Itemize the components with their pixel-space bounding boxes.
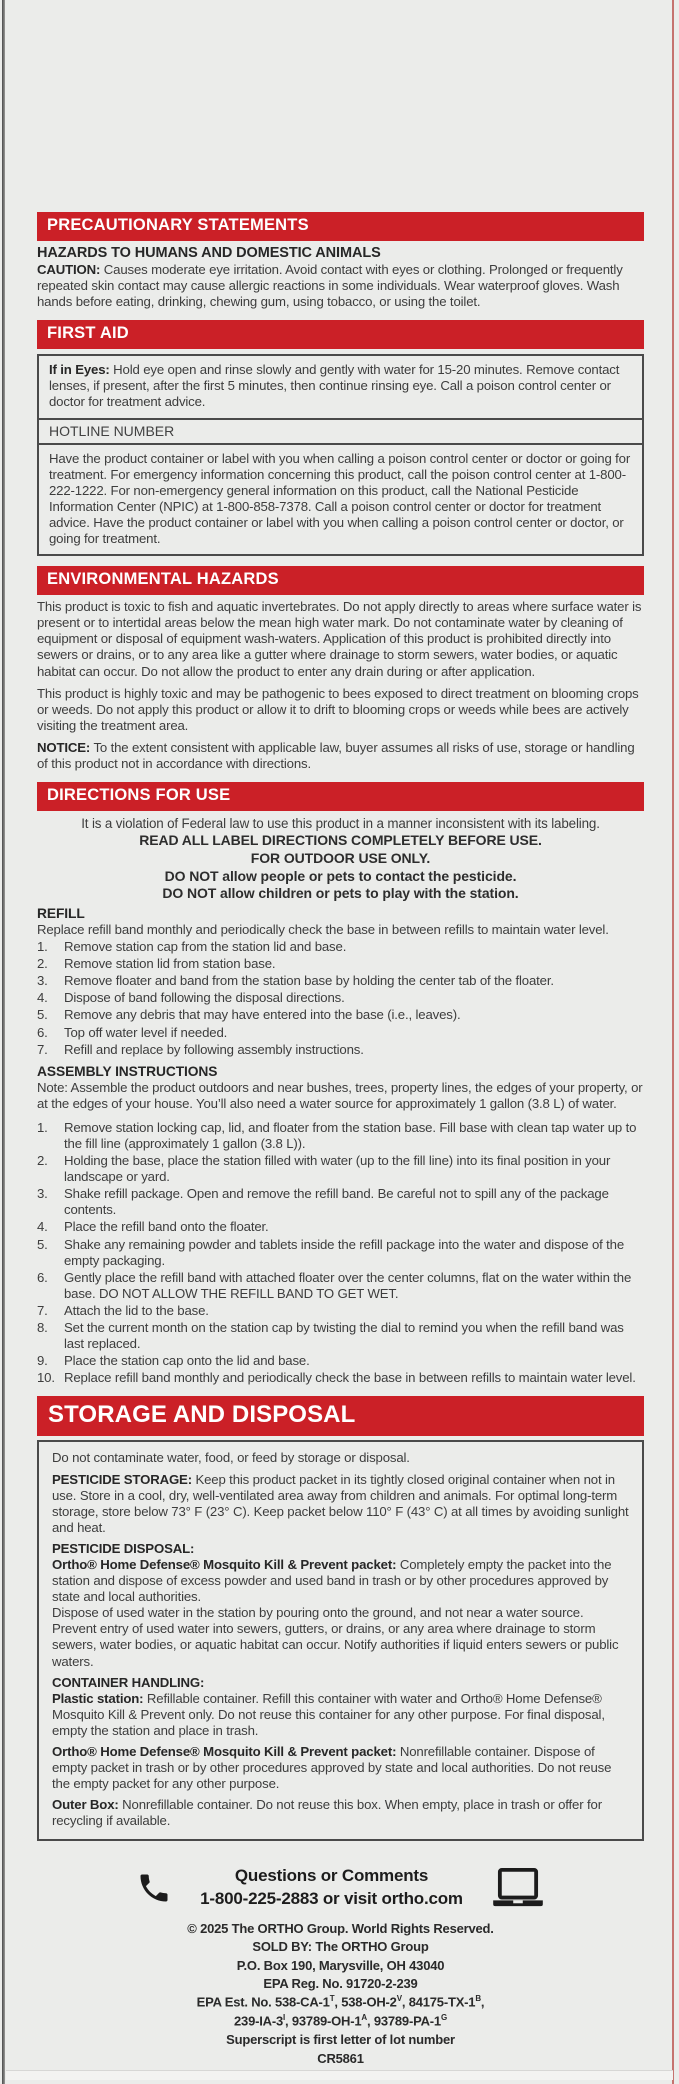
phone-icon bbox=[136, 1870, 172, 1906]
assembly-step: 10. Replace refill band monthly and periodically check the base in between refills to maintain water level. bbox=[37, 1370, 636, 1386]
storage-box bbox=[37, 1440, 644, 1841]
directive-line: DO NOT allow people or pets to contact the pesticide. bbox=[164, 867, 517, 884]
section-header-directions: DIRECTIONS FOR USE bbox=[37, 782, 644, 811]
epa-reg-line: EPA Reg. No. 91720-2-239 bbox=[263, 1976, 418, 1992]
refill-step: 7. Refill and replace by following assembly instructions. bbox=[37, 1041, 364, 1057]
contact-line-1: Questions or Comments bbox=[234, 1866, 429, 1886]
section-header-precautionary: PRECAUTIONARY STATEMENTS bbox=[37, 212, 644, 241]
refill-step: 1. Remove station cap from the station lid and base. bbox=[37, 939, 347, 955]
directive-line: FOR OUTDOOR USE ONLY. bbox=[250, 850, 431, 867]
refill-step: 4. Dispose of band following the disposal directions. bbox=[37, 990, 345, 1006]
environmental-paragraph-1: This product is toxic to fish and aquatic invertebrates. Do not apply directly to areas where surface water is present or to intertidal areas below the mean high water mark. Do not contaminate water by cleaning of equipment or disposal of equipment wash-waters. Application of this product is prohibited directly into sewers or drains, or to any area like a gutter where drainage to storm sewers, water bodies, or aquatic habitat can occur. Do not allow the product to enter any drain during or after application. bbox=[37, 599, 642, 679]
refill-step: 5. Remove any debris that may have entered into the base (i.e., leaves). bbox=[37, 1007, 461, 1023]
footer-block bbox=[37, 1920, 644, 2068]
caution-label: CAUTION: bbox=[37, 262, 101, 277]
assembly-step: 9. Place the station cap onto the lid and base. bbox=[37, 1353, 310, 1369]
storage-paragraph: Ortho® Home Defense® Mosquito Kill & Prevent packet: Nonrefillable container. Dispose of empty packet in trash or by other procedures approved by state and local authorities. Do not reuse the empty packet for any other purpose. bbox=[52, 1744, 612, 1792]
panel-bottom-edge bbox=[6, 2070, 673, 2080]
assembly-step: 5. Shake any remaining powder and tablets inside the refill package into the water and dispose of the empty packaging. bbox=[37, 1236, 625, 1268]
section-header-storage: STORAGE AND DISPOSAL bbox=[37, 1396, 644, 1436]
storage-paragraph: Plastic station: Refillable container. Refill this container with water and Ortho® Home Defense® Mosquito Kill & Prevent only. Do not reuse this container for any other purpose. For final disposal, empty the station and place in trash. bbox=[52, 1690, 605, 1738]
directive-line: DO NOT allow children or pets to play with the station. bbox=[162, 885, 519, 902]
storage-paragraph: CONTAINER HANDLING: bbox=[52, 1674, 205, 1690]
notice-label: NOTICE: bbox=[37, 739, 91, 755]
first-aid-eyes-row bbox=[39, 356, 642, 419]
storage-paragraph: PESTICIDE DISPOSAL: bbox=[52, 1540, 195, 1556]
hazards-subheader: HAZARDS TO HUMANS AND DOMESTIC ANIMALS bbox=[37, 245, 381, 261]
address-line: P.O. Box 190, Marysville, OH 43040 bbox=[236, 1957, 445, 1973]
refill-steps-list bbox=[37, 939, 644, 1058]
assembly-step: 4. Place the refill band onto the floater. bbox=[37, 1219, 269, 1235]
notice-text: To the extent consistent with applicable law, buyer assumes all risks of use, storage or handling of this product not in accordance with directions. bbox=[37, 739, 635, 771]
refill-step: 2. Remove station lid from station base. bbox=[37, 956, 276, 972]
contact-line-2: 1-800-225-2883 or visit ortho.com bbox=[200, 1888, 463, 1908]
contact-block bbox=[37, 1865, 644, 1909]
notice-paragraph bbox=[37, 740, 644, 772]
storage-intro: Do not contaminate water, food, or feed by storage or disposal. bbox=[52, 1450, 410, 1466]
refill-step: 6. Top off water level if needed. bbox=[37, 1024, 228, 1040]
violation-line: It is a violation of Federal law to use this product in a manner inconsistent with its labeling. bbox=[81, 816, 600, 832]
label-content bbox=[37, 212, 644, 2068]
caution-paragraph bbox=[37, 262, 644, 310]
copyright-line: © 2025 The ORTHO Group. World Rights Reserved. bbox=[187, 1920, 494, 1936]
environmental-paragraph-2: This product is highly toxic and may be pathogenic to bees exposed to direct treatment on blooming crops or weeds. Do not apply this product or allow it to drift to blooming crops or weeds while bees are actively visiting the treatment area. bbox=[37, 685, 639, 733]
assembly-title: ASSEMBLY INSTRUCTIONS bbox=[37, 1063, 218, 1079]
assembly-steps-list bbox=[37, 1120, 644, 1387]
assembly-step: 8. Set the current month on the station cap by twisting the dial to remind you when the refill band was last replaced. bbox=[37, 1320, 624, 1352]
assembly-step: 2. Holding the base, place the station filled with water (up to the fill line) into its final position in your landscape or yard. bbox=[37, 1153, 611, 1185]
hotline-paragraph-row: Have the product container or label with you when calling a poison control center or doctor or going for treatment. For emergency information concerning this product, call the poison control center at 1-800-222-1222. For non-emergency general information on this product, call the National Pesticide Information Center (NPIC) at 1-800-858-7378. Call a poison control center or doctor for treatment advice. Have the product container or label with you when calling a poison control center or doctor, or going for treatment. bbox=[49, 450, 631, 547]
superscript-note-line: Superscript is first letter of lot number bbox=[226, 2032, 455, 2048]
laptop-icon bbox=[491, 1867, 545, 1909]
section-header-first-aid: FIRST AID bbox=[37, 320, 644, 349]
lot-code-line: CR5861 bbox=[317, 2050, 364, 2066]
section-header-environmental: ENVIRONMENTAL HAZARDS bbox=[37, 566, 644, 595]
epa-est-line-2: $239-IA-3^I$, $93789-OH-1^A$, $93789-PA-1^G$ bbox=[234, 2013, 447, 2029]
if-in-eyes-label: If in Eyes: bbox=[49, 362, 110, 378]
storage-paragraph: Dispose of used water in the station by pouring onto the ground, and not near a water source. Prevent entry of used water into sewers, gutters, or drains, or any area where drainage to storm sewers, water bodies, or aquatic habitat can occur. Notify authorities if liquid enters sewers or public waters. bbox=[52, 1605, 619, 1669]
assembly-step: 6. Gently place the refill band with attached floater over the center columns, flat on the water within the base. DO NOT ALLOW THE REFILL BAND TO GET WET. bbox=[37, 1269, 632, 1301]
if-in-eyes-text: Hold eye open and rinse slowly and gently with water for 15-20 minutes. Remove contact lenses, if present, after the first 5 minutes, then continue rinsing eye. Call a poison control center or doctor for treatment advice. bbox=[49, 362, 620, 410]
caution-text: Causes moderate eye irritation. Avoid contact with eyes or clothing. Prolonged or frequently repeated skin contact may cause allergic reactions in some individuals. Wear waterproof gloves. Wash hands before eating, drinking, chewing gum, using tobacco, or using the toilet. bbox=[37, 262, 623, 310]
assembly-step: 7. Attach the lid to the base. bbox=[37, 1302, 209, 1318]
assembly-note: Note: Assemble the product outdoors and near bushes, trees, property lines, the edges of your property, or at the edges of your house. You’ll also need a water source for approximately 1 gallon (3.8 L) of water. bbox=[37, 1079, 643, 1111]
directive-line: READ ALL LABEL DIRECTIONS COMPLETELY BEFORE USE. bbox=[139, 832, 542, 849]
assembly-step: 1. Remove station locking cap, lid, and floater from the station base. Fill base with clean tap water up to the fill line (approximately 1 gallon (3.8 L)). bbox=[37, 1119, 637, 1152]
epa-est-line-1: EPA Est. No. $538-CA-1^T$, $538-OH-2^V$, $84175-TX-1^B$, bbox=[196, 1994, 485, 2010]
first-aid-table bbox=[37, 354, 644, 556]
panel-right-edge bbox=[672, 0, 674, 2084]
refill-step: 3. Remove floater and band from the station base by holding the center tab of the floater. bbox=[37, 973, 554, 989]
assembly-step: 3. Shake refill package. Open and remove the refill band. Be careful not to spill any of the package contents. bbox=[37, 1186, 609, 1218]
contact-text bbox=[200, 1865, 463, 1909]
refill-title: REFILL bbox=[37, 905, 85, 921]
sold-by-line: SOLD BY: The ORTHO Group bbox=[252, 1939, 429, 1955]
storage-paragraph: Outer Box: Nonrefillable container. Do not reuse this box. When empty, place in trash or offer for recycling if available. bbox=[52, 1797, 602, 1829]
storage-paragraph: Ortho® Home Defense® Mosquito Kill & Prevent packet: Completely empty the packet into the station and dispose of excess powder and used band in trash or by other procedures approved by state and local authorities. bbox=[52, 1556, 612, 1605]
storage-paragraph: PESTICIDE STORAGE: Keep this product packet in its tightly closed original container when not in use. Store in a cool, dry, well-ventilated area away from children and animals. For optimal long-term storage, store below 73° F (23° C). Keep packet below 110° F (43° C) at all times by avoiding sunlight and heat. bbox=[52, 1471, 629, 1535]
panel-left-edge bbox=[2, 0, 5, 2084]
hotline-number-row: HOTLINE NUMBER bbox=[39, 420, 642, 445]
refill-intro: Replace refill band monthly and periodically check the base in between refills to maintain water level. bbox=[37, 921, 609, 937]
